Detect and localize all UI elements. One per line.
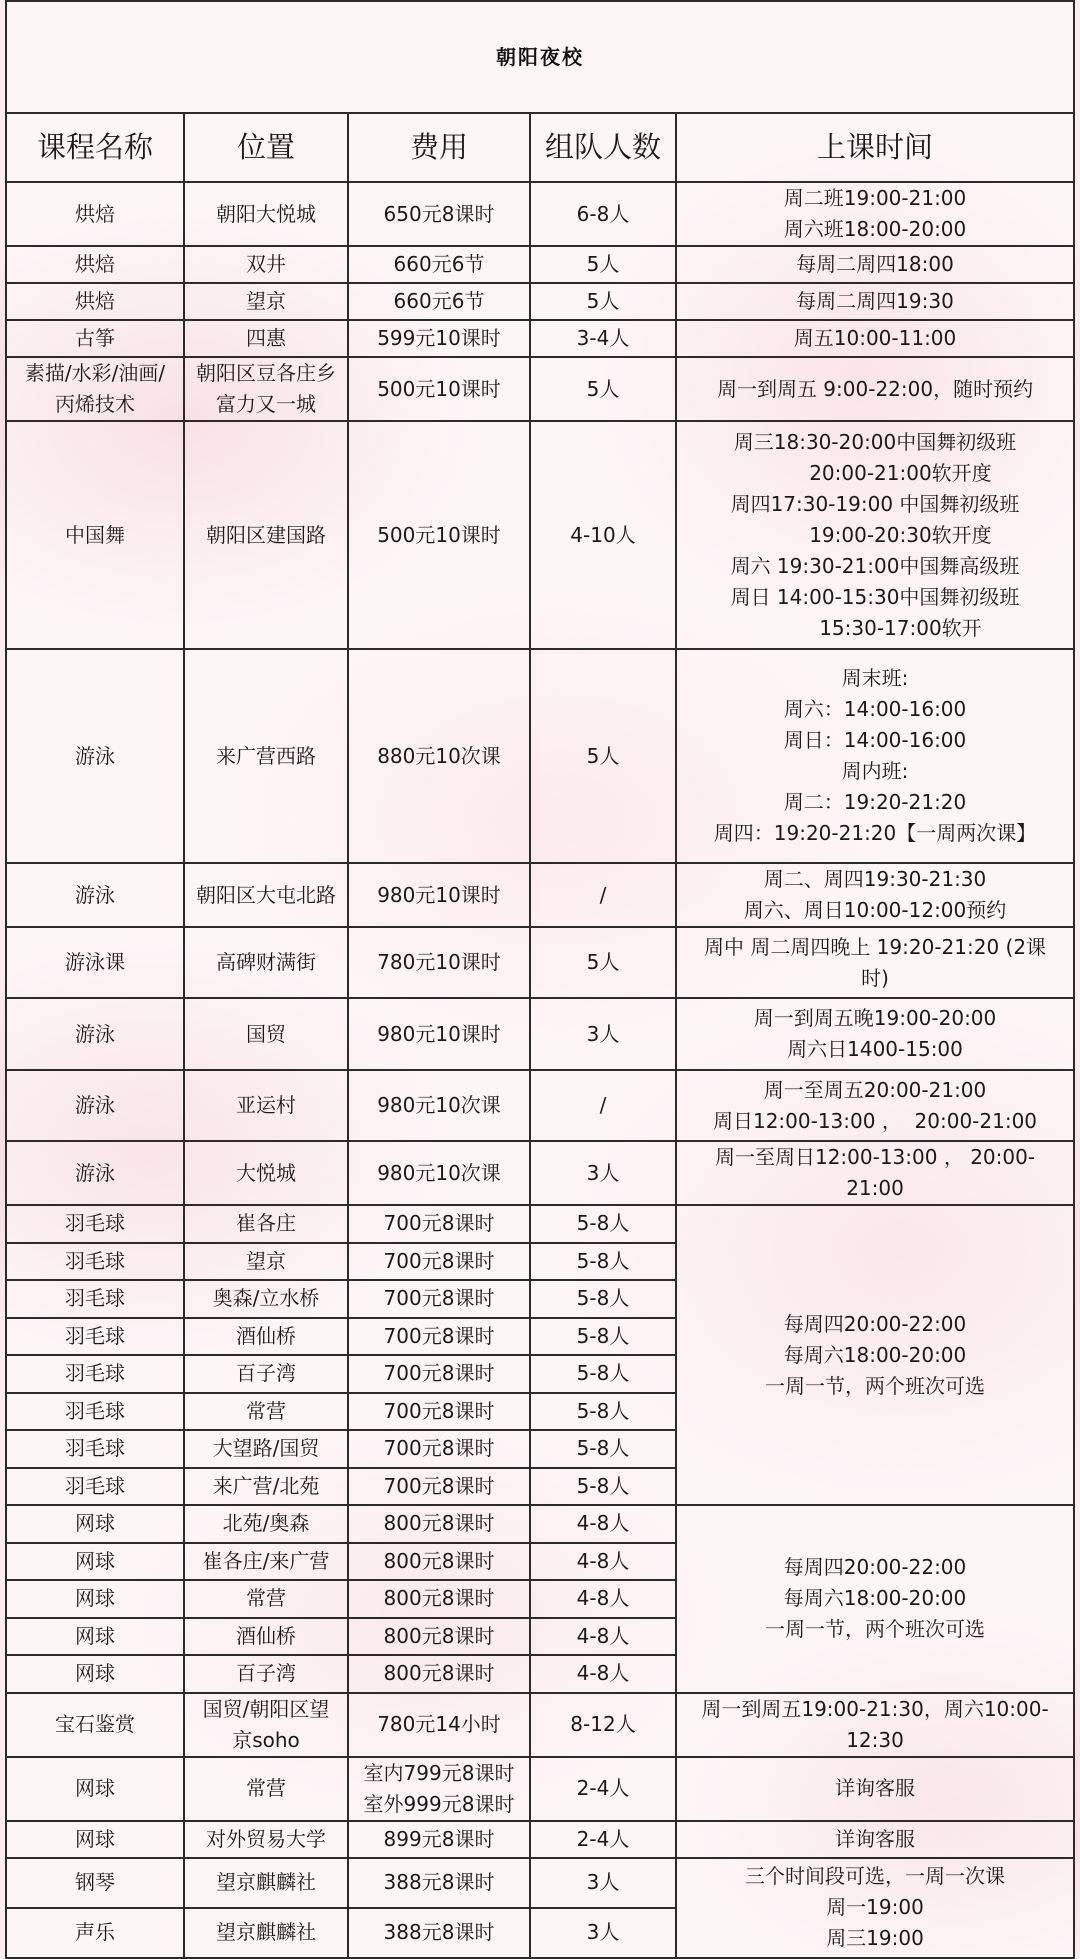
team-size-cell: 5人 bbox=[530, 649, 676, 863]
course-name-cell: 网球 bbox=[6, 1618, 184, 1656]
course-name-cell bbox=[6, 357, 184, 421]
team-size-cell: 5-8人 bbox=[530, 1393, 676, 1431]
team-size-cell: 2-4人 bbox=[530, 1757, 676, 1821]
time-line: 每周四20:00-22:00 bbox=[783, 1555, 967, 1580]
time-line: 周三19:00 bbox=[826, 1926, 924, 1950]
fee-cell: 700元8课时 bbox=[348, 1393, 530, 1431]
fee-cell: 388元8课时 bbox=[348, 1908, 530, 1958]
course-name-cell: 古筝 bbox=[6, 320, 184, 357]
team-size-cell: 5人 bbox=[530, 283, 676, 320]
location-cell: 北苑/奥森 bbox=[184, 1505, 348, 1543]
course-name-cell: 羽毛球 bbox=[6, 1355, 184, 1393]
fee-cell: 980元10次课 bbox=[348, 1070, 530, 1141]
time-line: 周一至周五20:00-21:00 bbox=[763, 1077, 987, 1102]
header-fee: 费用 bbox=[348, 113, 530, 182]
team-size-cell: 5-8人 bbox=[530, 1355, 676, 1393]
team-size-cell: 4-8人 bbox=[530, 1580, 676, 1618]
time-line: 每周六18:00-20:00 bbox=[783, 1586, 967, 1611]
team-size-cell: 5人 bbox=[530, 927, 676, 998]
location-cell: 常营 bbox=[184, 1580, 348, 1618]
header-row bbox=[6, 113, 1074, 182]
table-row bbox=[6, 1693, 1074, 1757]
table-row bbox=[6, 1141, 1074, 1205]
fee-cell: 899元8课时 bbox=[348, 1821, 530, 1858]
course-name-cell: 中国舞 bbox=[6, 421, 184, 649]
course-name-cell: 羽毛球 bbox=[6, 1243, 184, 1281]
time-line: 每周六18:00-20:00 bbox=[783, 1342, 967, 1367]
location-cell: 高碑财满街 bbox=[184, 927, 348, 998]
course-name-cell: 网球 bbox=[6, 1757, 184, 1821]
fee-cell: 700元8课时 bbox=[348, 1280, 530, 1318]
team-size-cell: 8-12人 bbox=[530, 1693, 676, 1757]
class-time-cell bbox=[676, 1858, 1074, 1958]
class-time-cell bbox=[676, 649, 1074, 863]
time-line: 周三18:30-20:00中国舞初级班 bbox=[733, 429, 1017, 454]
course-table bbox=[5, 0, 1075, 1959]
course-name-cell: 羽毛球 bbox=[6, 1393, 184, 1431]
team-size-cell: 4-10人 bbox=[530, 421, 676, 649]
time-line: 三个时间段可选，一周一次课 bbox=[745, 1864, 1006, 1888]
time-line: 周二、周四19:30-21:30 bbox=[763, 867, 987, 891]
time-line: 周一到周五 9:00-22:00，随时预约 bbox=[716, 376, 1034, 401]
fee-cell: 660元6节 bbox=[348, 246, 530, 283]
class-time-cell bbox=[676, 182, 1074, 246]
course-name-cell: 游泳课 bbox=[6, 927, 184, 998]
location-cell: 朝阳大悦城 bbox=[184, 182, 348, 246]
course-name-cell: 烘焙 bbox=[6, 283, 184, 320]
location-cell: 望京 bbox=[184, 283, 348, 320]
header-location: 位置 bbox=[184, 113, 348, 182]
team-size-cell: 5-8人 bbox=[530, 1430, 676, 1468]
location-cell: 常营 bbox=[184, 1757, 348, 1821]
time-line: 周二：19:20-21:20 bbox=[783, 790, 967, 814]
location-cell: 大悦城 bbox=[184, 1141, 348, 1205]
time-line: 详询客服 bbox=[835, 1776, 916, 1800]
time-line: 周一19:00 bbox=[826, 1895, 924, 1919]
fee-cell: 800元8课时 bbox=[348, 1505, 530, 1543]
header-team-size: 组队人数 bbox=[530, 113, 676, 182]
class-time-cell bbox=[676, 1693, 1074, 1757]
team-size-cell: 3-4人 bbox=[530, 320, 676, 357]
course-name-cell: 羽毛球 bbox=[6, 1430, 184, 1468]
team-size-cell: 6-8人 bbox=[530, 182, 676, 246]
location-cell: 崔各庄 bbox=[184, 1205, 348, 1243]
time-line: 周一至周日12:00-13:00 ， 20:00- bbox=[714, 1145, 1036, 1169]
course-name-cell: 羽毛球 bbox=[6, 1205, 184, 1243]
fee-cell: 700元8课时 bbox=[348, 1355, 530, 1393]
header-course-name: 课程名称 bbox=[6, 113, 184, 182]
team-size-cell: 4-8人 bbox=[530, 1618, 676, 1656]
cell-line: 素描/水彩/油画/ bbox=[24, 361, 166, 385]
table-row bbox=[6, 1757, 1074, 1821]
team-size-cell: 4-8人 bbox=[530, 1655, 676, 1693]
class-time-cell bbox=[676, 1757, 1074, 1821]
table-row bbox=[6, 283, 1074, 320]
location-cell: 常营 bbox=[184, 1393, 348, 1431]
time-line: 周六 19:30-21:00中国舞高级班 bbox=[730, 553, 1020, 578]
cell-line: 国贸/朝阳区望 bbox=[202, 1696, 330, 1721]
time-line: 详询客服 bbox=[835, 1826, 916, 1851]
fee-cell: 660元6节 bbox=[348, 283, 530, 320]
location-cell: 来广营西路 bbox=[184, 649, 348, 863]
team-size-cell: 3人 bbox=[530, 1908, 676, 1958]
fee-cell: 980元10课时 bbox=[348, 863, 530, 927]
team-size-cell: 5-8人 bbox=[530, 1243, 676, 1281]
time-line: 周内班: bbox=[841, 759, 909, 783]
time-line: 周一到周五19:00-21:30，周六10:00- bbox=[701, 1696, 1049, 1721]
table-row bbox=[6, 421, 1074, 649]
fee-cell: 980元10次课 bbox=[348, 1141, 530, 1205]
fee-cell: 780元10课时 bbox=[348, 927, 530, 998]
page-title: 朝阳夜校 bbox=[6, 1, 1074, 113]
location-cell: 望京 bbox=[184, 1243, 348, 1281]
table-row bbox=[6, 1205, 1074, 1243]
team-size-cell: 4-8人 bbox=[530, 1543, 676, 1581]
time-line: 周六班18:00-20:00 bbox=[783, 217, 967, 241]
fee-cell: 780元14小时 bbox=[348, 1693, 530, 1757]
location-cell: 酒仙桥 bbox=[184, 1318, 348, 1356]
time-line: 时) bbox=[861, 965, 889, 990]
course-name-cell: 声乐 bbox=[6, 1908, 184, 1958]
time-line: 周六日1400-15:00 bbox=[787, 1037, 963, 1061]
team-size-cell: 5-8人 bbox=[530, 1468, 676, 1506]
location-cell: 朝阳区大屯北路 bbox=[184, 863, 348, 927]
location-cell: 大望路/国贸 bbox=[184, 1430, 348, 1468]
team-size-cell: 4-8人 bbox=[530, 1505, 676, 1543]
class-time-cell bbox=[676, 1141, 1074, 1205]
location-cell: 酒仙桥 bbox=[184, 1618, 348, 1656]
fee-cell: 800元8课时 bbox=[348, 1655, 530, 1693]
fee-cell: 800元8课时 bbox=[348, 1543, 530, 1581]
header-class-time: 上课时间 bbox=[676, 113, 1074, 182]
class-time-cell bbox=[676, 320, 1074, 357]
location-cell: 望京麒麟社 bbox=[184, 1858, 348, 1908]
fee-cell: 800元8课时 bbox=[348, 1580, 530, 1618]
title-row bbox=[6, 1, 1074, 113]
course-name-cell: 游泳 bbox=[6, 1141, 184, 1205]
class-time-cell bbox=[676, 357, 1074, 421]
location-cell: 朝阳区建国路 bbox=[184, 421, 348, 649]
course-name-cell: 羽毛球 bbox=[6, 1468, 184, 1506]
time-line: 周四17:30-19:00 中国舞初级班 bbox=[730, 491, 1020, 516]
location-cell: 百子湾 bbox=[184, 1355, 348, 1393]
fee-cell: 700元8课时 bbox=[348, 1205, 530, 1243]
time-line: 21:00 bbox=[846, 1176, 904, 1200]
time-line: 一周一节，两个班次可选 bbox=[765, 1373, 986, 1398]
time-line: 周日 14:00-15:30中国舞初级班 bbox=[730, 584, 1020, 609]
location-cell bbox=[184, 357, 348, 421]
schedule-sheet bbox=[5, 0, 1073, 1959]
team-size-cell: 5-8人 bbox=[530, 1280, 676, 1318]
fee-cell: 500元10课时 bbox=[348, 421, 530, 649]
cell-line: 朝阳区豆各庄乡 bbox=[196, 361, 336, 385]
time-line: 一周一节，两个班次可选 bbox=[765, 1617, 986, 1642]
time-line: 周末班: bbox=[841, 666, 909, 690]
team-size-cell: 5人 bbox=[530, 357, 676, 421]
time-line: 周日12:00-13:00 ， 20:00-21:00 bbox=[712, 1108, 1038, 1133]
fee-cell: 700元8课时 bbox=[348, 1243, 530, 1281]
time-line: 每周二周四19:30 bbox=[796, 289, 954, 313]
table-row bbox=[6, 1821, 1074, 1858]
time-line: 周日：14:00-16:00 bbox=[783, 728, 967, 752]
time-line: 每周二周四18:00 bbox=[796, 252, 954, 276]
time-line: 周中 周二周四晚上 19:20-21:20 (2课 bbox=[703, 934, 1047, 959]
course-name-cell: 烘焙 bbox=[6, 246, 184, 283]
course-name-cell: 羽毛球 bbox=[6, 1318, 184, 1356]
class-time-cell bbox=[676, 863, 1074, 927]
cell-line: 室内799元8课时 bbox=[363, 1760, 515, 1785]
course-name-cell: 烘焙 bbox=[6, 182, 184, 246]
table-row bbox=[6, 1858, 1074, 1908]
team-size-cell: 5-8人 bbox=[530, 1318, 676, 1356]
time-line: 19:00-20:30软开度 bbox=[758, 522, 992, 547]
course-name-cell: 网球 bbox=[6, 1821, 184, 1858]
cell-line: 室外999元8课时 bbox=[363, 1791, 515, 1816]
course-name-cell: 钢琴 bbox=[6, 1858, 184, 1908]
cell-line: 京soho bbox=[232, 1727, 300, 1752]
class-time-cell bbox=[676, 1070, 1074, 1141]
location-cell: 望京麒麟社 bbox=[184, 1908, 348, 1958]
course-name-cell: 游泳 bbox=[6, 863, 184, 927]
class-time-cell bbox=[676, 283, 1074, 320]
fee-cell: 800元8课时 bbox=[348, 1618, 530, 1656]
fee-cell: 650元8课时 bbox=[348, 182, 530, 246]
time-line: 15:30-17:00软开 bbox=[768, 615, 982, 640]
location-cell bbox=[184, 1693, 348, 1757]
team-size-cell: 5人 bbox=[530, 246, 676, 283]
class-time-cell bbox=[676, 421, 1074, 649]
course-name-cell: 宝石鉴赏 bbox=[6, 1693, 184, 1757]
location-cell: 百子湾 bbox=[184, 1655, 348, 1693]
class-time-cell bbox=[676, 1821, 1074, 1858]
time-line: 20:00-21:00软开度 bbox=[758, 460, 992, 485]
course-name-cell: 网球 bbox=[6, 1543, 184, 1581]
table-row bbox=[6, 927, 1074, 998]
time-line: 周五10:00-11:00 bbox=[793, 326, 957, 350]
team-size-cell: 5-8人 bbox=[530, 1205, 676, 1243]
team-size-cell: / bbox=[530, 1070, 676, 1141]
class-time-cell bbox=[676, 1505, 1074, 1693]
fee-cell: 700元8课时 bbox=[348, 1430, 530, 1468]
table-row bbox=[6, 320, 1074, 357]
fee-cell: 500元10课时 bbox=[348, 357, 530, 421]
location-cell: 崔各庄/来广营 bbox=[184, 1543, 348, 1581]
location-cell: 奥森/立水桥 bbox=[184, 1280, 348, 1318]
table-row bbox=[6, 246, 1074, 283]
course-name-cell: 游泳 bbox=[6, 1070, 184, 1141]
team-size-cell: 2-4人 bbox=[530, 1821, 676, 1858]
class-time-cell bbox=[676, 998, 1074, 1070]
table-row bbox=[6, 863, 1074, 927]
team-size-cell: 3人 bbox=[530, 998, 676, 1070]
location-cell: 来广营/北苑 bbox=[184, 1468, 348, 1506]
time-line: 周一到周五晚19:00-20:00 bbox=[753, 1006, 997, 1030]
location-cell: 国贸 bbox=[184, 998, 348, 1070]
class-time-cell bbox=[676, 927, 1074, 998]
class-time-cell bbox=[676, 246, 1074, 283]
team-size-cell: 3人 bbox=[530, 1141, 676, 1205]
table-row bbox=[6, 998, 1074, 1070]
cell-line: 富力又一城 bbox=[216, 392, 316, 416]
fee-cell: 980元10课时 bbox=[348, 998, 530, 1070]
time-line: 周六、周日10:00-12:00预约 bbox=[743, 898, 1007, 922]
location-cell: 对外贸易大学 bbox=[184, 1821, 348, 1858]
table-row bbox=[6, 357, 1074, 421]
team-size-cell: / bbox=[530, 863, 676, 927]
fee-cell: 700元8课时 bbox=[348, 1468, 530, 1506]
course-name-cell: 网球 bbox=[6, 1655, 184, 1693]
table-row bbox=[6, 1505, 1074, 1543]
course-name-cell: 网球 bbox=[6, 1505, 184, 1543]
fee-cell: 880元10次课 bbox=[348, 649, 530, 863]
location-cell: 双井 bbox=[184, 246, 348, 283]
course-name-cell: 游泳 bbox=[6, 998, 184, 1070]
course-name-cell: 羽毛球 bbox=[6, 1280, 184, 1318]
time-line: 12:30 bbox=[846, 1727, 904, 1752]
course-name-cell: 网球 bbox=[6, 1580, 184, 1618]
fee-cell bbox=[348, 1757, 530, 1821]
time-line: 周二班19:00-21:00 bbox=[783, 186, 967, 210]
table-row bbox=[6, 649, 1074, 863]
fee-cell: 700元8课时 bbox=[348, 1318, 530, 1356]
time-line: 周六：14:00-16:00 bbox=[783, 697, 967, 721]
time-line: 周四：19:20-21:20【一周两次课】 bbox=[713, 821, 1037, 845]
fee-cell: 599元10课时 bbox=[348, 320, 530, 357]
class-time-cell bbox=[676, 1205, 1074, 1505]
cell-line: 丙烯技术 bbox=[55, 392, 135, 416]
table-row bbox=[6, 1070, 1074, 1141]
team-size-cell: 3人 bbox=[530, 1858, 676, 1908]
table-row bbox=[6, 182, 1074, 246]
fee-cell: 388元8课时 bbox=[348, 1858, 530, 1908]
course-name-cell: 游泳 bbox=[6, 649, 184, 863]
location-cell: 四惠 bbox=[184, 320, 348, 357]
time-line: 每周四20:00-22:00 bbox=[783, 1311, 967, 1336]
location-cell: 亚运村 bbox=[184, 1070, 348, 1141]
